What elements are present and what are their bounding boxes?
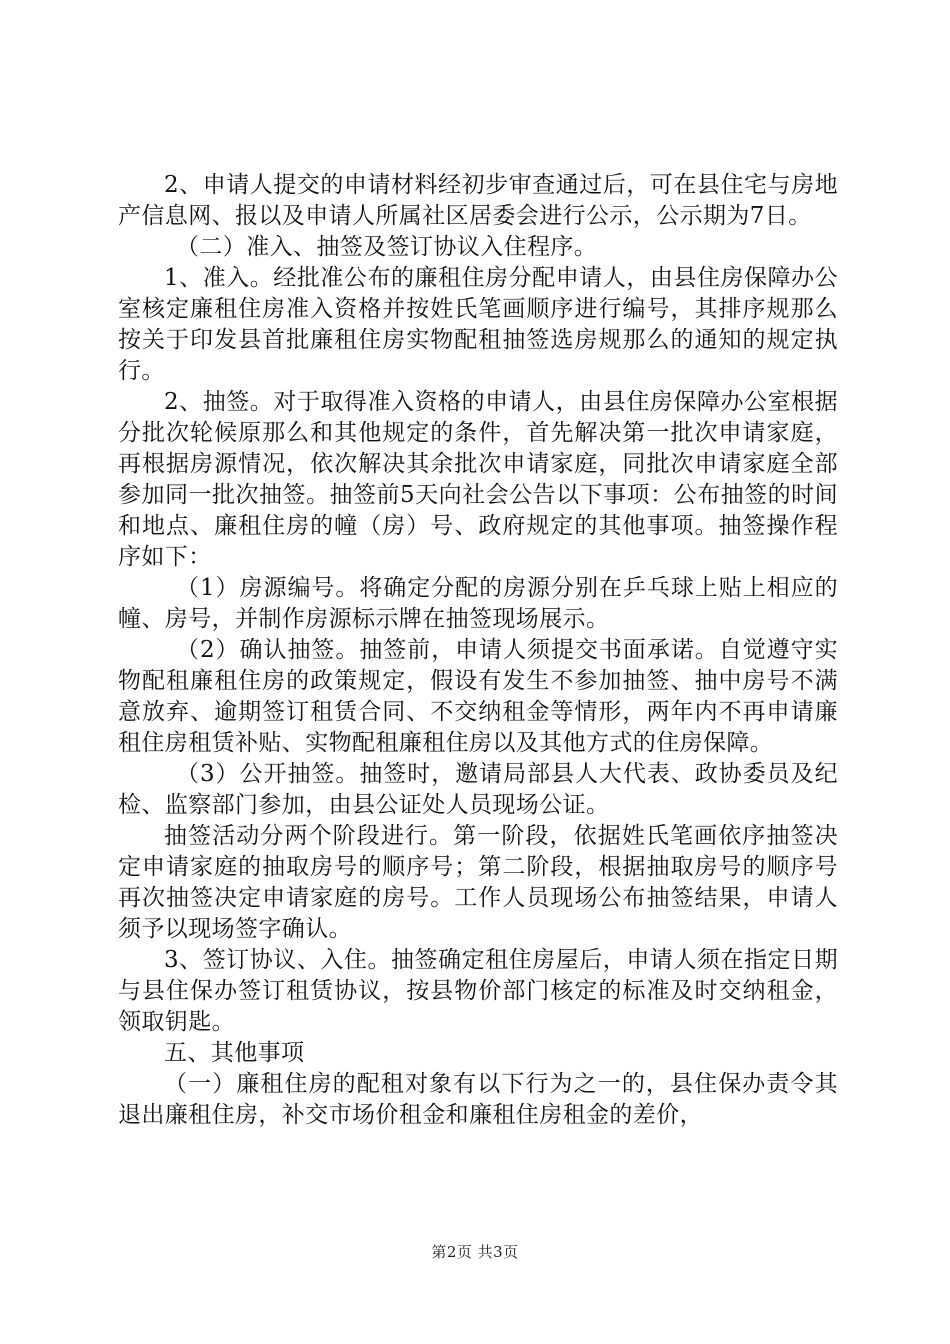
section-heading-other-matters: 五、其他事项	[164, 1040, 305, 1066]
section-heading-admission-procedure: （二）准入、抽签及签订协议入住程序。	[176, 234, 598, 260]
paragraph-sign-agreement: 3、签订协议、入住。抽签确定租住房屋后，申请人须在指定日期与县住保办签订租赁协议，按县物价部门核定的标准及时交纳租金，领取钥匙。	[118, 947, 838, 1035]
paragraph-admission: 1、准入。经批准公布的廉租住房分配申请人，由县住房保障办公室核定廉租住房准入资格并按姓氏笔画顺序进行编号，其排序规那么按关于印发县首批廉租住房实物配租抽签选房规那么的通知的规定执行。	[118, 265, 838, 384]
paragraph-lottery-stages: 抽签活动分两个阶段进行。第一阶段，依据姓氏笔画依序抽签决定申请家庭的抽取房号的顺序号；第二阶段，根据抽取房号的顺序号再次抽签决定申请家庭的房号。工作人员现场公布抽签结果，申请人须予以现场签字确认。	[118, 823, 838, 942]
paragraph-lottery: 2、抽签。对于取得准入资格的申请人，由县住房保障办公室根据分批次轮候原那么和其他规定的条件，首先解决第一批次申请家庭，再根据房源情况，依次解决其余批次申请家庭，同批次申请家庭全部参加同一批次抽签。抽签前5天向社会公告以下事项：公布抽签的时间和地点、廉租住房的幢（房）号、政府规定的其他事项。抽签操作程序如下：	[118, 389, 838, 570]
paragraph-exit-conditions: （一）廉租住房的配租对象有以下行为之一的，县住保办责令其退出廉租住房，补交市场价租金和廉租住房租金的差价，	[118, 1071, 838, 1128]
paragraph-publicity: 2、申请人提交的申请材料经初步审查通过后，可在县住宅与房地产信息网、报以及申请人所属社区居委会进行公示，公示期为7日。	[118, 172, 838, 229]
paragraph-confirm-lottery: （2）确认抽签。抽签前，申请人须提交书面承诺。自觉遵守实物配租廉租住房的政策规定，假设有发生不参加抽签、抽中房号不满意放弃、逾期签订租赁合同、不交纳租金等情形，两年内不再申请廉租住房租赁补贴、实物配租廉租住房以及其他方式的住房保障。	[118, 637, 838, 756]
paragraph-public-lottery: （3）公开抽签。抽签时，邀请局部县人大代表、政协委员及纪检、监察部门参加，由县公证处人员现场公证。	[118, 761, 838, 818]
paragraph-housing-numbering: （1）房源编号。将确定分配的房源分别在乒乓球上贴上相应的幢、房号，并制作房源标示牌在抽签现场展示。	[118, 575, 838, 632]
page-footer: 第2页 共3页	[431, 1243, 519, 1261]
document-body	[118, 170, 838, 1131]
